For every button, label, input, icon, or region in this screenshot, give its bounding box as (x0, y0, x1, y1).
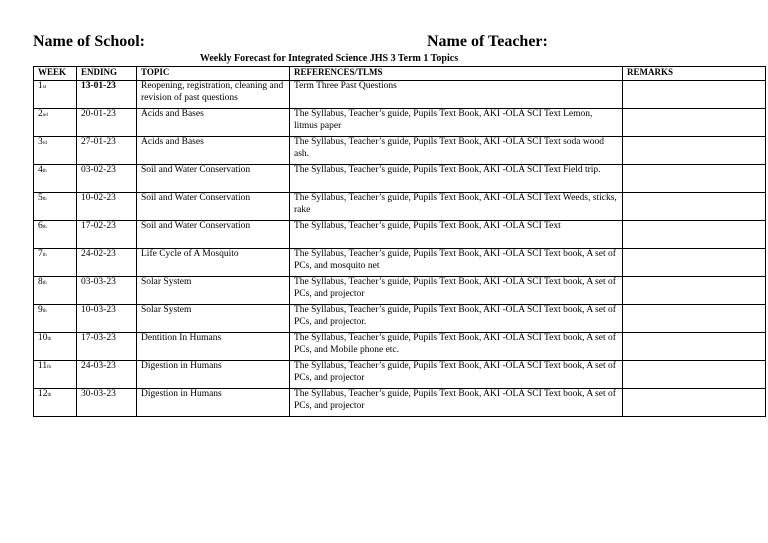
references-cell: The Syllabus, Teacher’s guide, Pupils Text Book, AKI -OLA SCI Text book, A set of PCs, and projector (290, 361, 623, 389)
table-row (34, 109, 766, 137)
table-row (34, 277, 766, 305)
week-ordinal-suffix: th (47, 337, 52, 342)
table-header-row (34, 67, 766, 81)
topic-cell: Digestion in Humans (137, 389, 290, 417)
topic-cell: Acids and Bases (137, 109, 290, 137)
remarks-cell (623, 137, 766, 165)
document-subtitle: Weekly Forecast for Integrated Science JHS 3 Term 1 Topics (199, 53, 459, 64)
references-cell: The Syllabus, Teacher’s guide, Pupils Text Book, AKI -OLA SCI Text soda wood ash. (290, 137, 623, 165)
week-cell (34, 221, 77, 249)
week-number: 7 (38, 249, 43, 259)
remarks-cell (623, 165, 766, 193)
ending-date-cell: 10-02-23 (77, 193, 137, 221)
week-number: 3 (38, 137, 43, 147)
remarks-cell (623, 277, 766, 305)
week-cell (34, 361, 77, 389)
ending-date-cell: 03-02-23 (77, 165, 137, 193)
table-row (34, 389, 766, 417)
week-number: 10 (38, 333, 48, 343)
topic-cell: Solar System (137, 277, 290, 305)
week-ordinal-suffix: th (42, 309, 47, 314)
table-row (34, 305, 766, 333)
ending-date-cell: 03-03-23 (77, 277, 137, 305)
week-cell (34, 305, 77, 333)
table-row (34, 361, 766, 389)
week-number: 12 (38, 389, 48, 399)
week-ordinal-suffix: th (42, 197, 47, 202)
week-cell (34, 193, 77, 221)
references-cell: The Syllabus, Teacher’s guide, Pupils Text Book, AKI -OLA SCI Text Field trip. (290, 165, 623, 193)
references-cell: The Syllabus, Teacher’s guide, Pupils Text Book, AKI -OLA SCI Text book, A set of PCs, and projector (290, 389, 623, 417)
remarks-cell (623, 221, 766, 249)
week-cell (34, 249, 77, 277)
ending-date-cell: 17-02-23 (77, 221, 137, 249)
week-cell (34, 165, 77, 193)
week-ordinal-suffix: th (47, 393, 52, 398)
week-number: 8 (38, 277, 43, 287)
ending-date-cell: 24-03-23 (77, 361, 137, 389)
weekly-forecast-table (33, 66, 766, 417)
ending-date-cell: 17-03-23 (77, 333, 137, 361)
week-cell (34, 137, 77, 165)
remarks-cell (623, 389, 766, 417)
column-header-topic: TOPIC (137, 67, 290, 81)
remarks-cell (623, 361, 766, 389)
week-number: 11 (38, 361, 48, 371)
week-ordinal-suffix: th (42, 253, 47, 258)
week-number: 1 (38, 81, 43, 91)
ending-date-cell: 20-01-23 (77, 109, 137, 137)
remarks-cell (623, 305, 766, 333)
ending-date-cell: 24-02-23 (77, 249, 137, 277)
week-ordinal-suffix: th (42, 169, 47, 174)
table-row (34, 221, 766, 249)
ending-date-cell: 10-03-23 (77, 305, 137, 333)
topic-cell: Life Cycle of A Mosquito (137, 249, 290, 277)
topic-cell: Dentition In Humans (137, 333, 290, 361)
column-header-references: REFERENCES/TLMS (290, 67, 623, 81)
teacher-name-label: Name of Teacher: (427, 33, 548, 50)
week-ordinal-suffix: th (42, 281, 47, 286)
week-cell (34, 81, 77, 109)
column-header-ending: ENDING (77, 67, 137, 81)
topic-cell: Reopening, registration, cleaning and revision of past questions (137, 81, 290, 109)
week-cell (34, 389, 77, 417)
topic-cell: Soil and Water Conservation (137, 193, 290, 221)
table-row (34, 165, 766, 193)
references-cell: The Syllabus, Teacher’s guide, Pupils Text Book, AKI -OLA SCI Text Weeds, sticks, rake (290, 193, 623, 221)
topic-cell: Digestion in Humans (137, 361, 290, 389)
remarks-cell (623, 109, 766, 137)
week-number: 9 (38, 305, 43, 315)
table-row (34, 81, 766, 109)
topic-cell: Soil and Water Conservation (137, 165, 290, 193)
week-number: 4 (38, 165, 43, 175)
ending-date-cell: 27-01-23 (77, 137, 137, 165)
week-ordinal-suffix: st (42, 85, 47, 90)
references-cell: Term Three Past Questions (290, 81, 623, 109)
ending-date-cell: 30-03-23 (77, 389, 137, 417)
week-number: 2 (38, 109, 43, 119)
topic-cell: Solar System (137, 305, 290, 333)
references-cell: The Syllabus, Teacher’s guide, Pupils Text Book, AKI -OLA SCI Text (290, 221, 623, 249)
table-row (34, 137, 766, 165)
remarks-cell (623, 193, 766, 221)
table-row (34, 333, 766, 361)
week-cell (34, 277, 77, 305)
table-row (34, 193, 766, 221)
references-cell: The Syllabus, Teacher’s guide, Pupils Text Book, AKI -OLA SCI Text book, A set of PCs, and mosquito net (290, 249, 623, 277)
remarks-cell (623, 333, 766, 361)
references-cell: The Syllabus, Teacher’s guide, Pupils Text Book, AKI -OLA SCI Text book, A set of PCs, and projector (290, 277, 623, 305)
week-ordinal-suffix: nd (42, 113, 48, 118)
column-header-remarks: REMARKS (623, 67, 766, 81)
week-cell (34, 109, 77, 137)
remarks-cell (623, 249, 766, 277)
ending-date-cell: 13-01-23 (77, 81, 137, 109)
topic-cell: Soil and Water Conservation (137, 221, 290, 249)
week-ordinal-suffix: rd (42, 141, 47, 146)
topic-cell: Acids and Bases (137, 137, 290, 165)
remarks-cell (623, 81, 766, 109)
references-cell: The Syllabus, Teacher’s guide, Pupils Text Book, AKI -OLA SCI Text book, A set of PCs, and projector. (290, 305, 623, 333)
table-row (34, 249, 766, 277)
column-header-week: WEEK (34, 67, 77, 81)
references-cell: The Syllabus, Teacher’s guide, Pupils Text Book, AKI -OLA SCI Text book, A set of PCs, and Mobile phone etc. (290, 333, 623, 361)
week-cell (34, 333, 77, 361)
week-ordinal-suffix: th (42, 225, 47, 230)
week-ordinal-suffix: th (47, 365, 52, 370)
references-cell: The Syllabus, Teacher’s guide, Pupils Text Book, AKI -OLA SCI Text Lemon, litmus paper (290, 109, 623, 137)
school-name-label: Name of School: (33, 33, 145, 50)
week-number: 6 (38, 221, 43, 231)
week-number: 5 (38, 193, 43, 203)
